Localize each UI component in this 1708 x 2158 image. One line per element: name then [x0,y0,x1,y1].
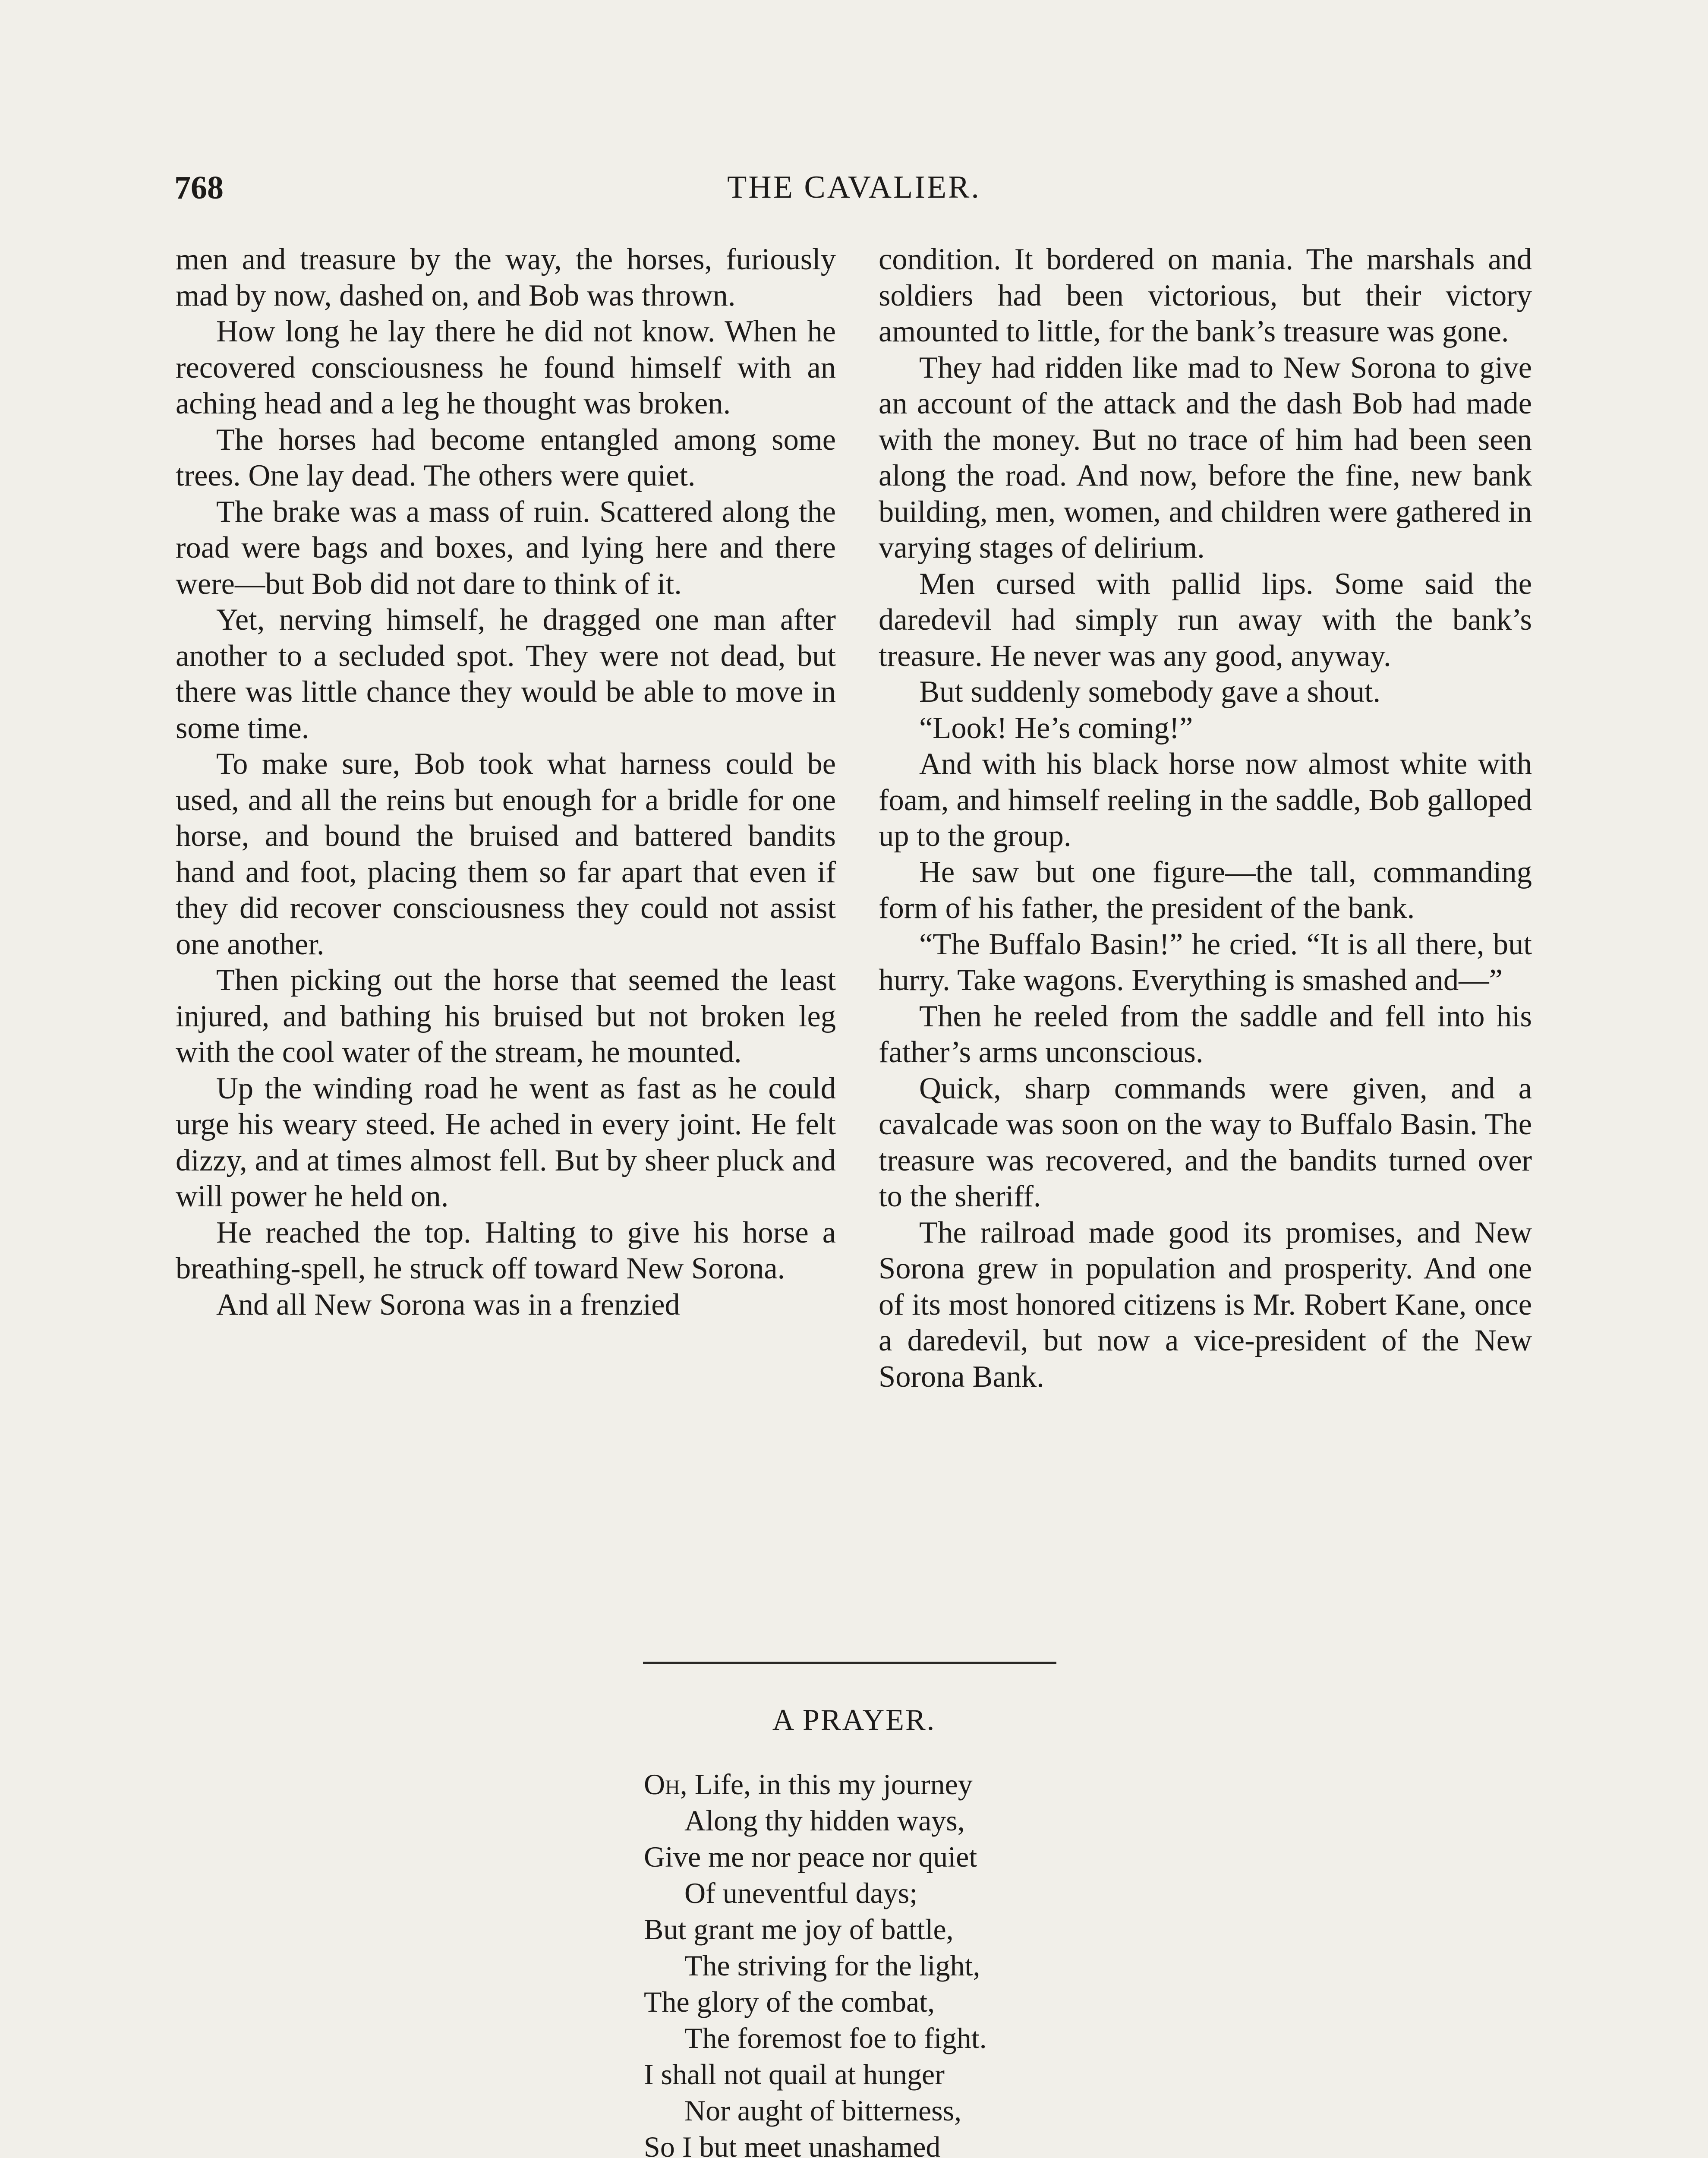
story-paragraph: “The Buffalo Basin!” he cried. “It is all there, but hurry. Take wagons. Everything is smashed and—” [879,927,1532,997]
poem-line: Of uneventful days; [684,1877,918,1909]
poem-line: The striving for the light, [684,1949,980,1982]
story-right-column [879,242,1532,1395]
poem-title: A PRAYER. [772,1704,936,1737]
poem-line: Along thy hidden ways, [684,1804,965,1837]
story-paragraph: But suddenly somebody gave a shout. [919,675,1381,709]
story-paragraph: To make sure, Bob took what harness could be used, and all the reins but enough for a bridle for one horse, and bound the bruised and battered bandits hand and foot, placing them so far apart that even if they did recover consciousness they could not assist one another. [176,747,836,961]
story-left-column [176,242,836,1323]
story-paragraph: Then picking out the horse that seemed the least injured, and bathing his bruised but not broken leg with the cool water of the stream, he mounted. [176,963,836,1069]
poem-line: I shall not quail at hunger [644,2058,945,2091]
story-paragraph: Yet, nerving himself, he dragged one man after another to a secluded spot. They were not dead, but there was little chance they would be able to move in some time. [176,603,836,745]
poem-line: Nor aught of bitterness, [684,2094,962,2127]
poem-line: So I but meet unashamed [644,2130,941,2158]
poem-line: The glory of the combat, [644,1985,935,2018]
poem-line: Give me nor peace nor quiet [644,1840,977,1873]
story-paragraph: And all New Sorona was in a frenzied [216,1287,680,1322]
poem-line: But grant me joy of battle, [644,1913,954,1946]
story-paragraph: Then he reeled from the saddle and fell into his father’s arms unconscious. [879,999,1532,1069]
poem-line: The foremost foe to fight. [684,2022,987,2054]
story-paragraph: Quick, sharp commands were given, and a cavalcade was soon on the way to Buffalo Basin. The treasure was recovered, and the bandits turned over to the sheriff. [879,1071,1532,1213]
section-divider [643,1662,1056,1664]
story-paragraph: How long he lay there he did not know. When he recovered consciousness he found himself with an aching head and a leg he thought was broken. [176,315,836,420]
page-number: 768 [174,170,224,206]
story-paragraph: The horses had become entangled among some trees. One lay dead. The others were quiet. [176,423,836,492]
story-paragraph: He saw but one figure—the tall, commanding form of his father, the president of the bank. [879,855,1532,925]
poem-line [644,1766,1031,1802]
running-head: THE CAVALIER. [727,170,981,205]
story-paragraph: Men cursed with pallid lips. Some said the daredevil had simply run away with the bank’s treasure. He never was any good, anyway. [879,567,1532,673]
story-paragraph: The railroad made good its promises, and New Sorona grew in population and prosperity. And one of its most honored citizens is Mr. Robert Kane, once a daredevil, but now a vice-president of the New Sorona Bank. [879,1215,1532,1394]
story-paragraph: Up the winding road he went as fast as he could urge his weary steed. He ached in every joint. He felt dizzy, and at times almost fell. But by sheer pluck and will power he held on. [176,1071,836,1213]
story-paragraph: They had ridden like mad to New Sorona to give an account of the attack and the dash Bob had made with the money. But no trace of him had been seen along the road. And now, before the fine, new bank building, men, women, and children were gathered in varying stages of delirium. [879,350,1532,565]
story-paragraph: men and treasure by the way, the horses, furiously mad by now, dashed on, and Bob was thrown. [176,243,836,312]
poem-first-line-rest: Life, in this my journey [687,1768,973,1801]
story-paragraph: The brake was a mass of ruin. Scattered along the road were bags and boxes, and lying here and there were—but Bob did not dare to think of it. [176,495,836,601]
poem-body [644,1766,1031,2158]
story-paragraph: He reached the top. Halting to give his horse a breathing-spell, he struck off toward New Sorona. [176,1215,836,1285]
story-paragraph: condition. It bordered on mania. The marshals and soldiers had been victorious, but their victory amounted to little, for the bank’s treasure was gone. [879,243,1532,348]
poem-first-word: Oh, [644,1768,687,1801]
story-paragraph: And with his black horse now almost white with foam, and himself reeling in the saddle, Bob galloped up to the group. [879,747,1532,853]
story-paragraph: “Look! He’s coming!” [919,711,1193,745]
